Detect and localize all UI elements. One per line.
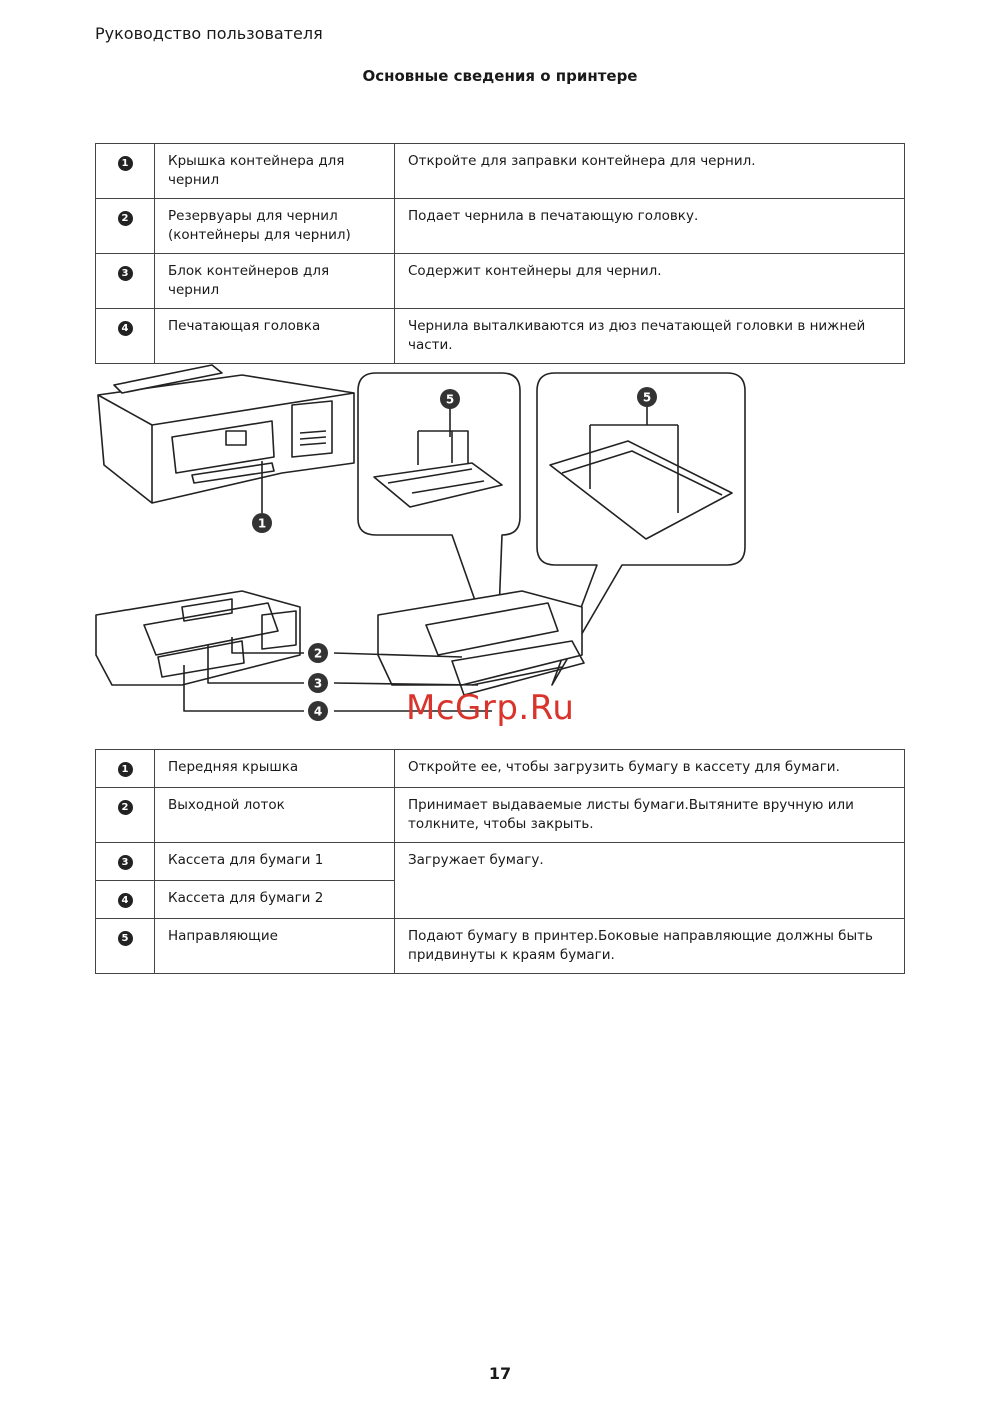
figure-callout-5-left: 5 [445, 392, 455, 407]
printer-open-view-right [378, 591, 584, 695]
table-row [96, 144, 905, 199]
part-name: Блок контейнеров для чернил [155, 254, 395, 309]
callout-badge: 4 [118, 893, 133, 908]
callout-badge: 4 [118, 321, 133, 336]
table-row [96, 199, 905, 254]
part-description: Подает чернила в печатающую головку. [395, 199, 905, 254]
part-description: Содержит контейнеры для чернил. [395, 254, 905, 309]
callout-badge: 1 [118, 156, 133, 171]
table-row [96, 919, 905, 974]
part-description: Откройте для заправки контейнера для чернил. [395, 144, 905, 199]
figure-callout-2: 2 [313, 646, 323, 661]
parts-table-paper [95, 749, 905, 974]
table-row [96, 843, 905, 881]
part-name: Резервуары для чернил (контейнеры для чернил) [155, 199, 395, 254]
figure-callout-1: 1 [257, 516, 267, 531]
callout-badge: 5 [118, 931, 133, 946]
table-row [96, 750, 905, 788]
part-description: Загружает бумагу. [395, 843, 905, 919]
callout-badge: 3 [118, 855, 133, 870]
part-description: Откройте ее, чтобы загрузить бумагу в кассету для бумаги. [395, 750, 905, 788]
part-name: Направляющие [155, 919, 395, 974]
printer-illustration [92, 345, 752, 735]
page-number: 17 [488, 1364, 512, 1383]
printer-open-view-left [96, 591, 300, 685]
callout-badge: 2 [118, 800, 133, 815]
section-title: Основные сведения о принтере [362, 67, 638, 85]
part-description: Чернила выталкиваются из дюз печатающей головки в нижней части. [395, 309, 905, 364]
figure-callout-5-right: 5 [642, 390, 652, 405]
table-row [96, 788, 905, 843]
part-description: Подают бумагу в принтер.Боковые направляющие должны быть придвинуты к краям бумаги. [395, 919, 905, 974]
part-description: Принимает выдаваемые листы бумаги.Вытяните вручную или толкните, чтобы закрыть. [395, 788, 905, 843]
part-name: Передняя крышка [155, 750, 395, 788]
table-row [96, 254, 905, 309]
callout-badge: 2 [118, 211, 133, 226]
part-name: Кассета для бумаги 1 [155, 843, 395, 881]
figure-callout-4: 4 [313, 704, 323, 719]
printer-front-view-image [98, 365, 354, 503]
part-name: Выходной лоток [155, 788, 395, 843]
part-name: Крышка контейнера для чернил [155, 144, 395, 199]
watermark: McGrp.Ru [406, 688, 575, 728]
part-name: Кассета для бумаги 2 [155, 881, 395, 919]
part-name: Печатающая головка [155, 309, 395, 364]
callout-badge: 3 [118, 266, 133, 281]
parts-table-ink [95, 143, 905, 364]
callout-badge: 1 [118, 762, 133, 777]
figure-callout-3: 3 [313, 676, 323, 691]
running-header: Руководство пользователя [95, 24, 323, 43]
